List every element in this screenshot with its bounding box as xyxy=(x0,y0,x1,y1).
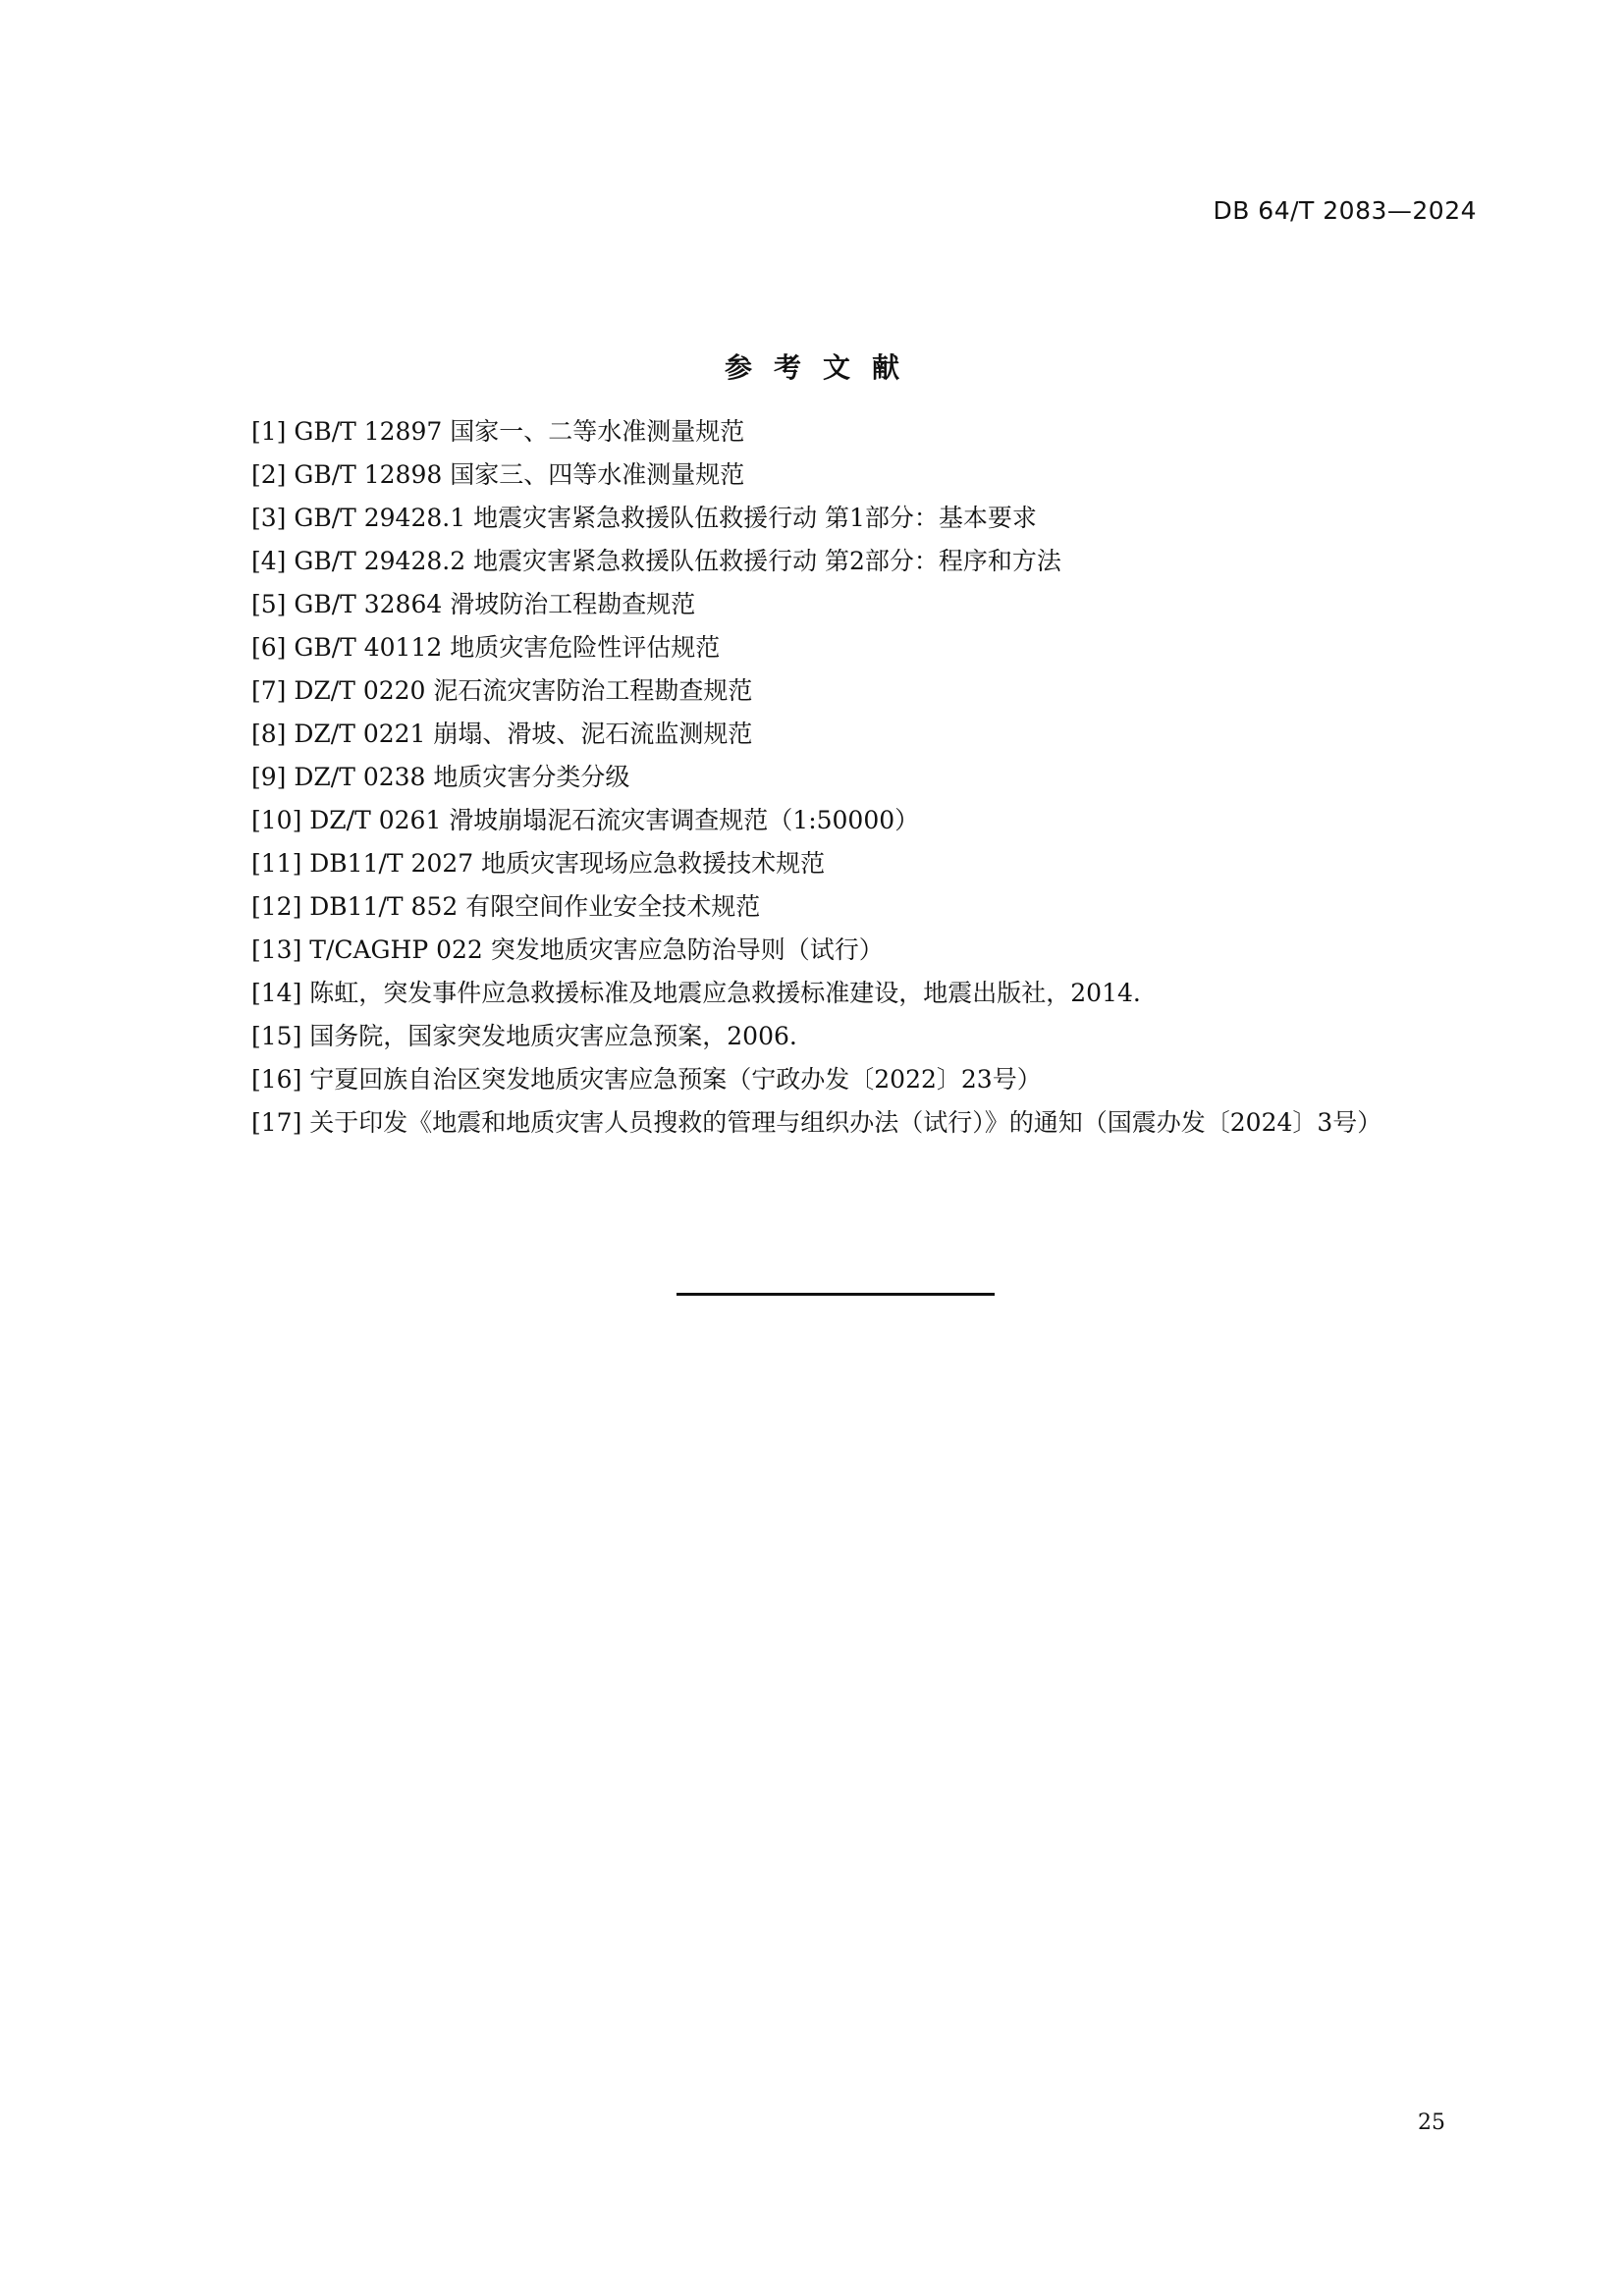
end-of-document-rule xyxy=(677,1293,995,1296)
page-number: 25 xyxy=(1418,2110,1445,2135)
reference-item-11: [11] DB11/T 2027 地质灾害现场应急救援技术规范 xyxy=(251,849,826,878)
reference-item-8: [8] DZ/T 0221 崩塌、滑坡、泥石流监测规范 xyxy=(251,720,753,748)
reference-item-16: [16] 宁夏回族自治区突发地质灾害应急预案（宁政办发〔2022〕23号） xyxy=(251,1065,1042,1094)
reference-item-3: [3] GB/T 29428.1 地震灾害紧急救援队伍救援行动 第1部分：基本要求 xyxy=(251,504,1037,532)
reference-list xyxy=(196,410,1477,1145)
reference-item-5: [5] GB/T 32864 滑坡防治工程勘查规范 xyxy=(251,590,696,618)
standard-code: DB 64/T 2083—2024 xyxy=(1213,196,1477,225)
reference-item-2: [2] GB/T 12898 国家三、四等水准测量规范 xyxy=(251,460,745,489)
reference-item-15: [15] 国务院，国家突发地质灾害应急预案，2006. xyxy=(251,1022,797,1050)
reference-item-13: [13] T/CAGHP 022 突发地质灾害应急防治导则（试行） xyxy=(251,935,884,964)
reference-item-1: [1] GB/T 12897 国家一、二等水准测量规范 xyxy=(251,417,745,446)
reference-item-17: [17] 关于印发《地震和地质灾害人员搜救的管理与组织办法（试行）》的通知（国震办发〔2024〕3号） xyxy=(251,1108,1382,1137)
reference-item-7: [7] DZ/T 0220 泥石流灾害防治工程勘查规范 xyxy=(251,676,753,705)
reference-item-6: [6] GB/T 40112 地质灾害危险性评估规范 xyxy=(251,633,721,662)
reference-item-10: [10] DZ/T 0261 滑坡崩塌泥石流灾害调查规范（1:50000） xyxy=(251,806,920,834)
reference-item-12: [12] DB11/T 852 有限空间作业安全技术规范 xyxy=(251,892,761,921)
section-title: 参考文献 xyxy=(724,351,921,384)
reference-item-14: [14] 陈虹，突发事件应急救援标准及地震应急救援标准建设，地震出版社，2014. xyxy=(251,979,1141,1007)
reference-item-4: [4] GB/T 29428.2 地震灾害紧急救援队伍救援行动 第2部分：程序和方法 xyxy=(251,547,1061,575)
reference-item-9: [9] DZ/T 0238 地质灾害分类分级 xyxy=(251,763,630,791)
